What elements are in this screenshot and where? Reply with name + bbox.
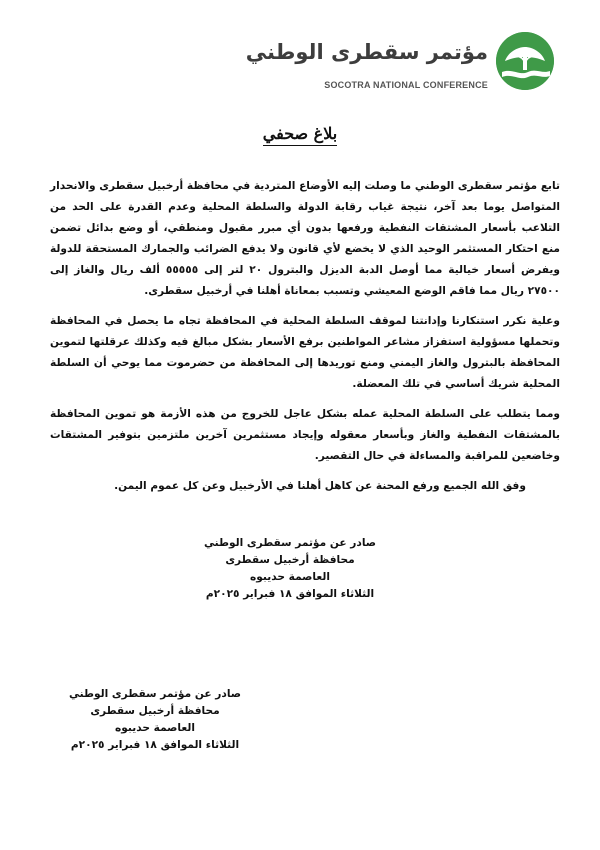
document-title [0,124,600,143]
letterhead [0,28,600,98]
signature-copy-issuer: صادر عن مؤتمر سقطرى الوطني [68,688,242,700]
paragraph-2: وعلية نكرر استنكارنا وإدانتنا لموقف السلطة المحلية في المحافظة تجاه ما يحصل في المحافظة وتحملها مسؤولية استفزاز مشاعر المواطنين برفع الأسعار بشكل مبالغ فيه وكذلك عرقلتها لتموين المحافظة بالبترول والغاز اليمني ومنع توريدها إلى المحافظة من حضرموت مما يوحي أن السلطة المحلية شريك أساسي في تلك المعضلة. [50,315,560,390]
organization-name-arabic: مؤتمر سقطرى الوطني [245,40,488,64]
paragraph-1: تابع مؤتمر سقطرى الوطني ما وصلت إليه الأوضاع المتردية في محافظة أرخبيل سقطرى والانحدار المتواصل يوما بعد آخر، نتيجة غياب رقابة الدولة والسلطة المحلية وعدم القدرة على الحد من التلاعب بأسعار المشتقات النفطية ورفعها بدون أي مبرر مقبول ومنطقي، أو وضع بدائل تضمن منع احتكار المستثمر الوحيد الذي لا يخضع لأي قانون ولا يدفع الضرائب والجمارك المستحقة للدولة ويفرض أسعار خيالية مما أوصل الدبة الديزل والبترول ٢٠ لتر إلى ٥٥٥٥٥ ألف ريال والغاز إلى ٢٧٥٠٠ ريال مما فاقم الوضع المعيشي وتسبب بمعاناة أهلنا في أرخبيل سقطرى. [50,180,560,297]
signature-block-copy [60,686,250,754]
closing-prayer: وفق الله الجميع ورفع المحنة عن كاهل أهلنا في الأرخبيل وعن كل عموم اليمن. [114,480,526,492]
dragon-blood-tree-icon [496,32,554,90]
signature-issuer: صادر عن مؤتمر سقطرى الوطني [203,537,377,549]
signature-governorate: محافظة أرخبيل سقطرى [225,554,355,566]
organization-name-english: SOCOTRA NATIONAL CONFERENCE [324,80,488,90]
signature-copy-governorate: محافظة أرخبيل سقطرى [90,705,220,717]
signature-date: الثلاثاء الموافق ١٨ فبراير ٢٠٢٥م [205,588,375,600]
press-release-body [50,176,560,497]
signature-copy-capital: العاصمة حديبوه [115,722,195,734]
paragraph-3: ومما يتطلب على السلطة المحلية عمله بشكل عاجل للخروج من هذه الأزمة هو تموين المحافظة بالمشتقات النفطية والغاز وبأسعار معقوله وإيجاد مستثمرين آخرين ملتزمين بتوفير المشتقات وخاضعين للمراقبة والمساءلة في حال التقصير. [50,408,560,462]
signature-copy-date: الثلاثاء الموافق ١٨ فبراير ٢٠٢٥م [70,739,240,751]
document-title-text: بلاغ صحفي [263,124,337,146]
signature-block [190,535,390,603]
signature-capital: العاصمة حديبوه [250,571,330,583]
